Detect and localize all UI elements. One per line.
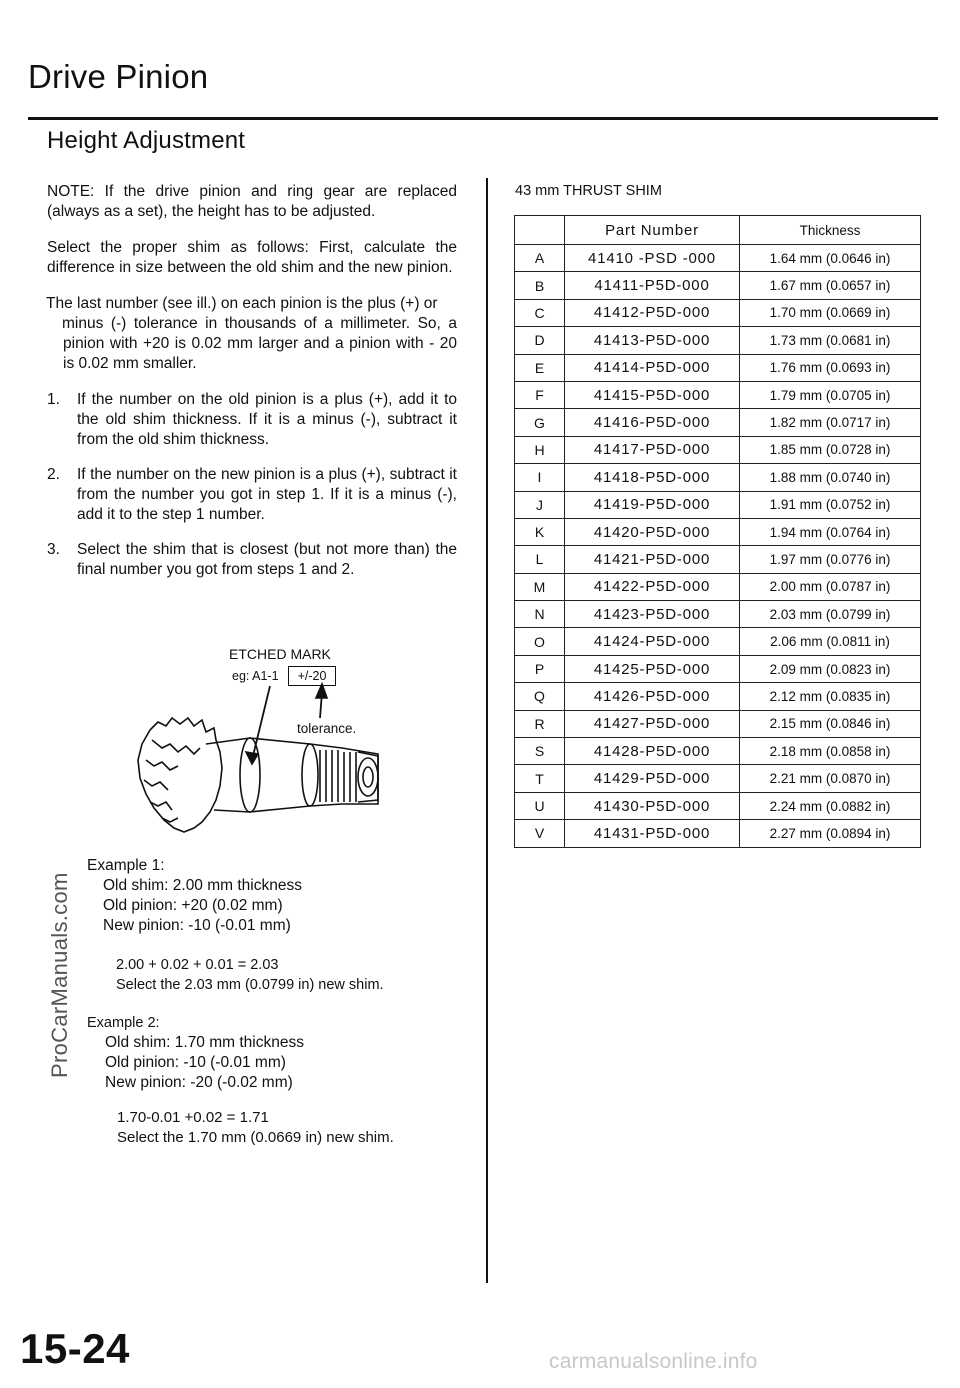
table-row	[515, 518, 921, 545]
cell-thickness: 1.97 mm (0.0776 in)	[740, 546, 921, 573]
table-row	[515, 464, 921, 491]
cell-letter: Q	[515, 683, 565, 710]
cell-letter: R	[515, 710, 565, 737]
table-row	[515, 409, 921, 436]
step-text: If the number on the new pinion is a plus (+), subtract it from the number you got in step 1. If it is a minus (-), add it to the step 1 number.	[77, 466, 457, 523]
table-row	[515, 327, 921, 354]
step-item	[47, 465, 457, 525]
table-header-row	[515, 216, 921, 245]
step-text: If the number on the old pinion is a plus (+), add it to the old shim thickness. If it is a minus (-), subtract it from the old shim thickness.	[77, 391, 457, 448]
cell-letter: G	[515, 409, 565, 436]
title-rule	[28, 117, 938, 120]
steps-list	[47, 390, 457, 580]
table-row	[515, 245, 921, 272]
example-2-title: Example 2:	[87, 1015, 160, 1031]
example-1-select: Select the 2.03 mm (0.0799 in) new shim.	[116, 977, 384, 993]
step-text: Select the shim that is closest (but not more than) the final number you got from steps 1 and 2.	[77, 541, 457, 578]
table-row	[515, 381, 921, 408]
header-letter	[515, 216, 565, 245]
cell-part-number: 41420-P5D-000	[565, 518, 740, 545]
cell-thickness: 1.76 mm (0.0693 in)	[740, 354, 921, 381]
cell-letter: U	[515, 792, 565, 819]
table-row	[515, 792, 921, 819]
gear-head	[138, 718, 222, 832]
cell-thickness: 1.70 mm (0.0669 in)	[740, 299, 921, 326]
cell-letter: V	[515, 820, 565, 847]
instructions-column	[47, 182, 457, 595]
cell-letter: P	[515, 655, 565, 682]
step-item	[47, 540, 457, 580]
cell-letter: M	[515, 573, 565, 600]
cell-thickness: 1.82 mm (0.0717 in)	[740, 409, 921, 436]
cell-letter: S	[515, 738, 565, 765]
cell-thickness: 1.79 mm (0.0705 in)	[740, 381, 921, 408]
cell-part-number: 41429-P5D-000	[565, 765, 740, 792]
example-1-new-pinion: New pinion: -10 (-0.01 mm)	[103, 917, 291, 934]
table-row	[515, 601, 921, 628]
cell-letter: B	[515, 272, 565, 299]
cell-thickness: 2.15 mm (0.0846 in)	[740, 710, 921, 737]
table-row	[515, 573, 921, 600]
example-code-label: eg: A1-1	[232, 669, 279, 683]
cell-letter: I	[515, 464, 565, 491]
cell-part-number: 41430-P5D-000	[565, 792, 740, 819]
table-row	[515, 738, 921, 765]
example-2-new-pinion: New pinion: -20 (-0.02 mm)	[105, 1074, 293, 1091]
table-row	[515, 272, 921, 299]
etched-mark-arrow	[252, 686, 270, 760]
cell-letter: A	[515, 245, 565, 272]
tolerance-label: tolerance.	[297, 721, 357, 736]
cell-letter: E	[515, 354, 565, 381]
cell-thickness: 2.12 mm (0.0835 in)	[740, 683, 921, 710]
table-row	[515, 436, 921, 463]
example-2-calculation	[117, 1108, 394, 1148]
section-title: Height Adjustment	[47, 127, 246, 154]
cell-part-number: 41424-P5D-000	[565, 628, 740, 655]
table-row	[515, 765, 921, 792]
cell-thickness: 2.24 mm (0.0882 in)	[740, 792, 921, 819]
table-row	[515, 354, 921, 381]
cell-thickness: 1.88 mm (0.0740 in)	[740, 464, 921, 491]
shim-table	[514, 215, 921, 848]
tolerance-value-box: +/-20	[288, 666, 336, 686]
example-1-old-shim: Old shim: 2.00 mm thickness	[103, 877, 302, 894]
example-2	[87, 1013, 304, 1093]
example-1-old-pinion: Old pinion: +20 (0.02 mm)	[103, 897, 283, 914]
cell-part-number: 41425-P5D-000	[565, 655, 740, 682]
cell-letter: J	[515, 491, 565, 518]
cell-part-number: 41431-P5D-000	[565, 820, 740, 847]
example-2-old-shim: Old shim: 1.70 mm thickness	[105, 1034, 304, 1051]
cell-part-number: 41421-P5D-000	[565, 546, 740, 573]
table-row	[515, 299, 921, 326]
example-2-select: Select the 1.70 mm (0.0669 in) new shim.	[117, 1129, 394, 1146]
step-number: 2.	[47, 466, 60, 483]
cell-letter: T	[515, 765, 565, 792]
table-row	[515, 710, 921, 737]
cell-thickness: 2.03 mm (0.0799 in)	[740, 601, 921, 628]
example-1-calculation	[116, 955, 384, 995]
cell-letter: D	[515, 327, 565, 354]
cell-part-number: 41422-P5D-000	[565, 573, 740, 600]
cell-thickness: 1.73 mm (0.0681 in)	[740, 327, 921, 354]
example-2-calc: 1.70-0.01 +0.02 = 1.71	[117, 1109, 269, 1126]
cell-letter: C	[515, 299, 565, 326]
cell-thickness: 2.27 mm (0.0894 in)	[740, 820, 921, 847]
header-thickness: Thickness	[740, 216, 921, 245]
cell-letter: F	[515, 381, 565, 408]
tolerance-paragraph-first: The last number (see ill.) on each pinion is the plus (+) or	[46, 295, 438, 312]
page-title: Drive Pinion	[28, 58, 209, 95]
header-part-number: Part Number	[565, 216, 740, 245]
cell-thickness: 1.85 mm (0.0728 in)	[740, 436, 921, 463]
cell-part-number: 41417-P5D-000	[565, 436, 740, 463]
cell-part-number: 41428-P5D-000	[565, 738, 740, 765]
cell-thickness: 2.18 mm (0.0858 in)	[740, 738, 921, 765]
tolerance-paragraph	[47, 294, 457, 374]
step-number: 3.	[47, 541, 60, 558]
table-row	[515, 491, 921, 518]
cell-part-number: 41411-P5D-000	[565, 272, 740, 299]
cell-part-number: 41419-P5D-000	[565, 491, 740, 518]
cell-thickness: 1.67 mm (0.0657 in)	[740, 272, 921, 299]
cell-part-number: 41416-P5D-000	[565, 409, 740, 436]
shim-table-body	[515, 245, 921, 848]
cell-part-number: 41410 -PSD -000	[565, 245, 740, 272]
step-item	[47, 390, 457, 450]
cell-part-number: 41426-P5D-000	[565, 683, 740, 710]
table-row	[515, 683, 921, 710]
example-2-old-pinion: Old pinion: -10 (-0.01 mm)	[105, 1054, 286, 1071]
step-number: 1.	[47, 391, 60, 408]
shaft-end	[358, 758, 378, 796]
cell-part-number: 41427-P5D-000	[565, 710, 740, 737]
pinion-shaft	[206, 738, 378, 812]
cell-thickness: 2.06 mm (0.0811 in)	[740, 628, 921, 655]
cell-letter: K	[515, 518, 565, 545]
tolerance-paragraph-rest: minus (-) tolerance in thousands of a millimeter. So, a pinion with +20 is 0.02 mm larger and a pinion with - 20 is 0.02 mm smaller.	[62, 315, 457, 372]
cell-letter: O	[515, 628, 565, 655]
cell-part-number: 41414-P5D-000	[565, 354, 740, 381]
side-watermark: ProCarManuals.com	[47, 872, 72, 1078]
table-row	[515, 655, 921, 682]
cell-part-number: 41415-P5D-000	[565, 381, 740, 408]
cell-part-number: 41413-P5D-000	[565, 327, 740, 354]
bottom-watermark: carmanualsonline.info	[549, 1350, 758, 1373]
table-row	[515, 546, 921, 573]
example-1-title: Example 1:	[87, 857, 165, 874]
page-number: 15-24	[20, 1325, 130, 1372]
example-1-calc: 2.00 + 0.02 + 0.01 = 2.03	[116, 957, 279, 973]
table-row	[515, 628, 921, 655]
column-divider	[486, 178, 488, 1283]
cell-thickness: 2.00 mm (0.0787 in)	[740, 573, 921, 600]
cell-thickness: 2.09 mm (0.0823 in)	[740, 655, 921, 682]
table-row	[515, 820, 921, 847]
cell-part-number: 41412-P5D-000	[565, 299, 740, 326]
cell-thickness: 1.94 mm (0.0764 in)	[740, 518, 921, 545]
cell-thickness: 1.91 mm (0.0752 in)	[740, 491, 921, 518]
note-paragraph: NOTE: If the drive pinion and ring gear are replaced (always as a set), the height has to be adjusted.	[47, 183, 457, 220]
cell-letter: L	[515, 546, 565, 573]
cell-thickness: 2.21 mm (0.0870 in)	[740, 765, 921, 792]
cell-part-number: 41418-P5D-000	[565, 464, 740, 491]
procedure-intro: Select the proper shim as follows: First, calculate the difference in size between the old shim and the new pinion.	[47, 239, 457, 276]
shim-table-title: 43 mm THRUST SHIM	[515, 183, 662, 199]
etched-mark-label: ETCHED MARK	[229, 646, 331, 662]
example-1	[87, 856, 302, 936]
cell-thickness: 1.64 mm (0.0646 in)	[740, 245, 921, 272]
cell-letter: H	[515, 436, 565, 463]
cell-letter: N	[515, 601, 565, 628]
cell-part-number: 41423-P5D-000	[565, 601, 740, 628]
